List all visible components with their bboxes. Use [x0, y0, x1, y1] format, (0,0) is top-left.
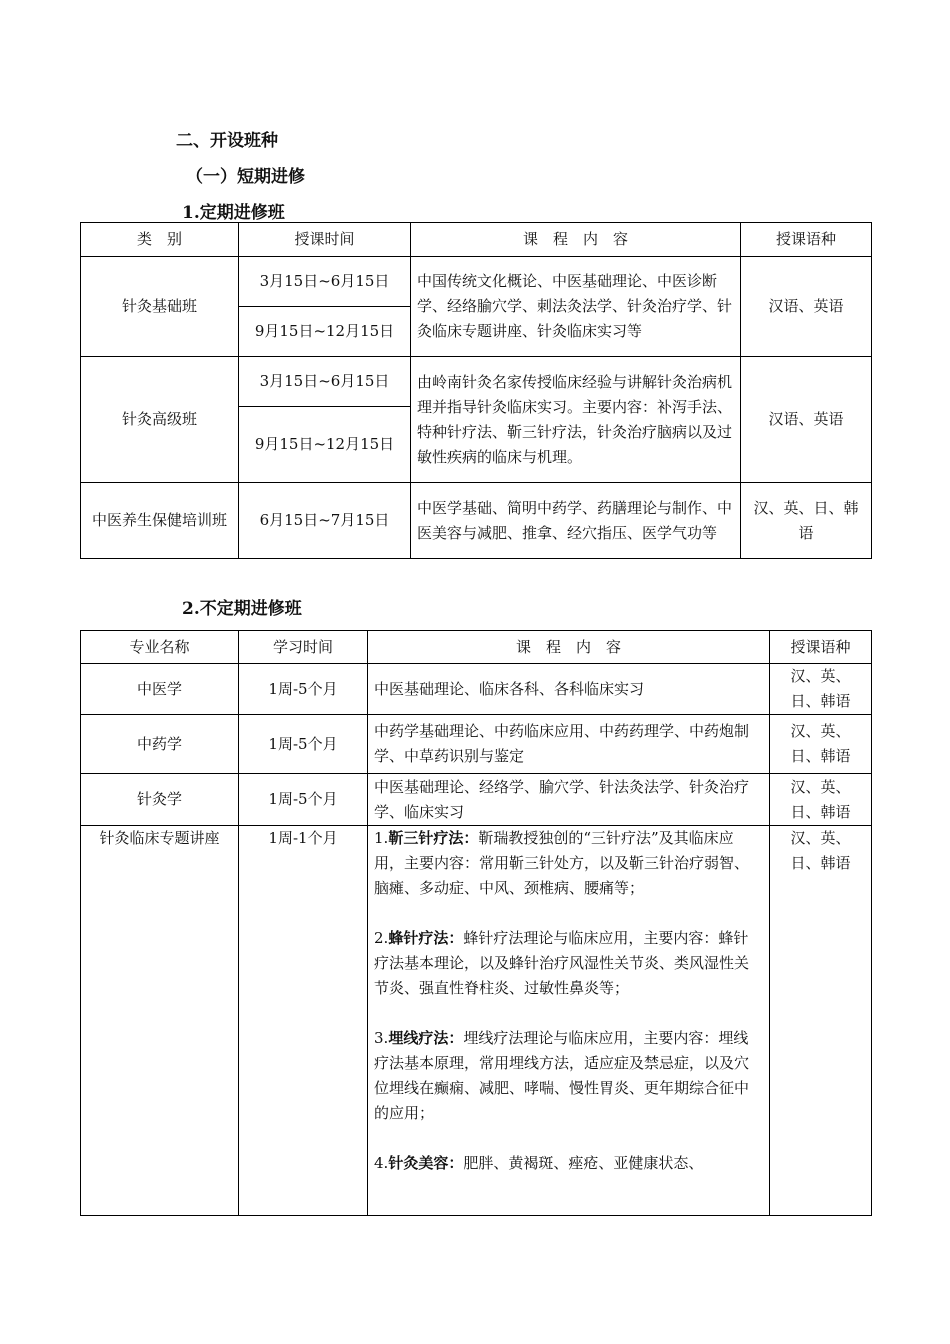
- section-heading: 二、开设班种: [176, 131, 278, 151]
- lecture-item-title: 埋线疗法: [388, 1029, 449, 1047]
- time-cell: 9月15日~12月15日: [239, 407, 411, 483]
- category-cell: 针灸基础班: [81, 257, 239, 357]
- major-cell: 针灸临床专题讲座: [81, 826, 239, 1216]
- language-cell: 汉、英、日、韩语: [770, 774, 872, 826]
- subsection-heading: （一）短期进修: [186, 167, 305, 187]
- header-content: 课 程 内 容: [368, 631, 770, 664]
- lecture-item: 4.针灸美容：肥胖、黄褐斑、痤疮、亚健康状态、: [374, 1154, 704, 1172]
- table-row: [81, 826, 872, 1216]
- table-row: [81, 774, 872, 826]
- time-cell: 6月15日~7月15日: [239, 483, 411, 559]
- lecture-item-title: 针灸美容: [388, 1154, 449, 1172]
- lecture-item: 2.蜂针疗法：蜂针疗法理论与临床应用，主要内容：蜂针疗法基本理论，以及蜂针治疗风湿性关节炎、类风湿性关节炎、强直性脊柱炎、过敏性鼻炎等；: [374, 929, 750, 997]
- language-cell: 汉、英、日、韩语: [770, 826, 872, 1216]
- table-row: [81, 664, 872, 715]
- content-cell: 中医基础理论、经络学、腧穴学、针法灸法学、针灸治疗学、临床实习: [368, 774, 770, 826]
- lecture-item: 3.埋线疗法：埋线疗法理论与临床应用，主要内容：埋线疗法基本原理，常用埋线方法，适应症及禁忌症，以及穴位埋线在癫痫、减肥、哮喘、慢性胃炎、更年期综合征中的应用；: [374, 1029, 750, 1122]
- lecture-item-title: 蜂针疗法: [388, 929, 449, 947]
- time-cell: 3月15日~6月15日: [239, 257, 411, 307]
- lecture-content-cell: [368, 826, 770, 1216]
- major-cell: 中药学: [81, 715, 239, 774]
- regular-class-table: [80, 222, 872, 559]
- header-content: 课 程 内 容: [411, 223, 741, 257]
- time-cell: 9月15日~12月15日: [239, 307, 411, 357]
- language-cell: 汉、英、日、韩语: [770, 715, 872, 774]
- header-language: 授课语种: [741, 223, 872, 257]
- time-cell: 3月15日~6月15日: [239, 357, 411, 407]
- major-cell: 中医学: [81, 664, 239, 715]
- language-cell: 汉、英、日、韩语: [741, 483, 872, 559]
- header-language: 授课语种: [770, 631, 872, 664]
- duration-cell: 1周-5个月: [239, 774, 368, 826]
- duration-cell: 1周-1个月: [239, 826, 368, 1216]
- lecture-item-title: 靳三针疗法: [388, 829, 464, 847]
- table-row: [81, 357, 872, 407]
- content-cell: 中医学基础、简明中药学、药膳理论与制作、中医美容与减肥、推拿、经穴指压、医学气功等: [411, 483, 741, 559]
- content-cell: 中国传统文化概论、中医基础理论、中医诊断学、经络腧穴学、刺法灸法学、针灸治疗学、针灸临床专题讲座、针灸临床实习等: [411, 257, 741, 357]
- irregular-class-table: [80, 630, 872, 1216]
- category-cell: 针灸高级班: [81, 357, 239, 483]
- table2-title: 2.不定期进修班: [182, 599, 302, 619]
- language-cell: 汉、英、日、韩语: [770, 664, 872, 715]
- language-cell: 汉语、英语: [741, 257, 872, 357]
- table1-title: 1.定期进修班: [182, 203, 285, 223]
- table-row: [81, 257, 872, 307]
- table-header-row: [81, 631, 872, 664]
- header-duration: 学习时间: [239, 631, 368, 664]
- language-cell: 汉语、英语: [741, 357, 872, 483]
- table-row: [81, 715, 872, 774]
- content-cell: 中药学基础理论、中药临床应用、中药药理学、中药炮制学、中草药识别与鉴定: [368, 715, 770, 774]
- duration-cell: 1周-5个月: [239, 664, 368, 715]
- category-cell: 中医养生保健培训班: [81, 483, 239, 559]
- header-category: 类 别: [81, 223, 239, 257]
- header-time: 授课时间: [239, 223, 411, 257]
- major-cell: 针灸学: [81, 774, 239, 826]
- table-header-row: [81, 223, 872, 257]
- table-row: [81, 483, 872, 559]
- duration-cell: 1周-5个月: [239, 715, 368, 774]
- header-major: 专业名称: [81, 631, 239, 664]
- content-cell: 中医基础理论、临床各科、各科临床实习: [368, 664, 770, 715]
- content-cell: 由岭南针灸名家传授临床经验与讲解针灸治病机理并指导针灸临床实习。主要内容：补泻手法、特种针疗法、靳三针疗法，针灸治疗脑病以及过敏性疾病的临床与机理。: [411, 357, 741, 483]
- lecture-item: 1.靳三针疗法：靳瑞教授独创的“三针疗法”及其临床应用，主要内容：常用靳三针处方，以及靳三针治疗弱智、脑瘫、多动症、中风、颈椎病、腰痛等；: [374, 829, 750, 897]
